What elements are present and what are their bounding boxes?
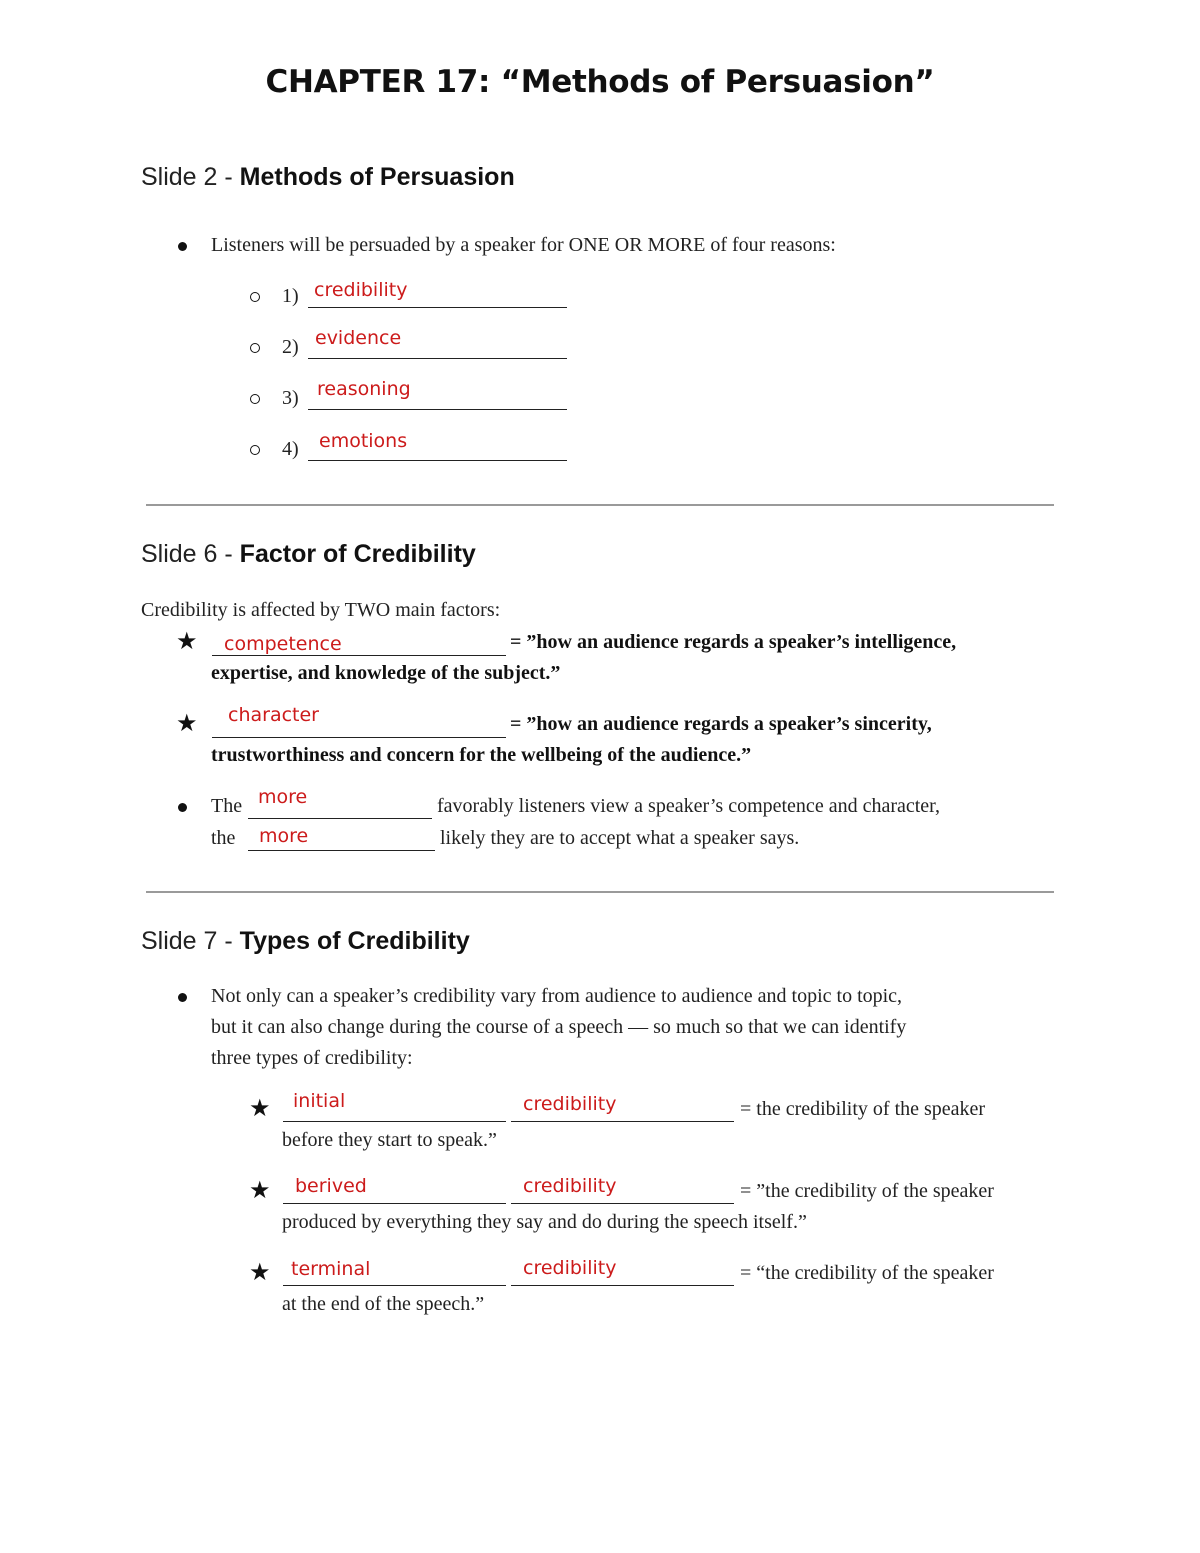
star-icon: ★ [176,629,198,655]
bullet-dot [178,242,187,251]
definition-text: = ”the credibility of the speaker [740,1180,994,1202]
answer-blank [283,1285,506,1286]
circle-bullet [250,292,260,302]
slide2-title: Methods of Persuasion [239,163,515,191]
answer-blank [308,409,567,410]
answer-text: credibility [523,1175,617,1197]
answer-text: initial [293,1090,346,1112]
slide7-heading [141,927,470,956]
answer-text: berived [295,1175,367,1197]
item-number: 4) [282,438,299,460]
item-number: 1) [282,285,299,307]
star-icon: ★ [176,711,198,737]
answer-blank [248,850,435,851]
slide2-bullet-text: Listeners will be persuaded by a speaker for ONE OR MORE of four reasons: [211,234,836,256]
item-number: 2) [282,336,299,358]
slide2-heading [141,163,515,192]
answer-text: credibility [523,1257,617,1279]
slide6-prefix: Slide 6 - [141,540,240,568]
slide7-bullet-line: three types of credibility: [211,1047,413,1069]
more-text: favorably listeners view a speaker’s competence and character, [437,795,941,817]
definition-text: = ”how an audience regards a speaker’s sincerity, [510,713,932,735]
answer-blank [511,1121,734,1122]
answer-blank [308,307,567,308]
definition-text: = “the credibility of the speaker [740,1262,994,1284]
answer-text: more [258,786,308,808]
star-icon: ★ [249,1178,271,1204]
circle-bullet [250,394,260,404]
definition-text: trustworthiness and concern for the wellbeing of the audience.” [211,744,752,766]
more-the: The [211,795,243,817]
slide6-intro: Credibility is affected by TWO main factors: [141,599,501,621]
definition-text: expertise, and knowledge of the subject.” [211,662,561,684]
slide2-prefix: Slide 2 - [141,163,240,191]
answer-text: credibility [523,1093,617,1115]
definition-text: produced by everything they say and do during the speech itself.” [282,1211,807,1233]
answer-blank [308,358,567,359]
definition-text: = the credibility of the speaker [740,1098,986,1120]
answer-blank [283,1121,506,1122]
more-the: the [211,827,236,849]
answer-blank [212,737,506,738]
slide6-title: Factor of Credibility [239,540,476,568]
answer-blank [511,1285,734,1286]
answer-text: competence [224,633,342,655]
star-icon: ★ [249,1096,271,1122]
page-title: CHAPTER 17: “Methods of Persuasion” [265,64,935,100]
answer-text: credibility [314,279,408,301]
answer-blank [212,655,506,656]
slide7-bullet-line: but it can also change during the course of a speech — so much so that we can identify [211,1016,907,1038]
bullet-dot [178,993,187,1002]
answer-text: evidence [315,327,402,349]
circle-bullet [250,445,260,455]
definition-text: = ”how an audience regards a speaker’s intelligence, [510,631,957,653]
answer-blank [248,818,432,819]
more-text: likely they are to accept what a speaker says. [440,827,800,849]
definition-text: at the end of the speech.” [282,1293,485,1315]
slide7-title: Types of Credibility [239,927,470,955]
star-icon: ★ [249,1260,271,1286]
circle-bullet [250,343,260,353]
answer-blank [283,1203,506,1204]
slide7-bullet-line: Not only can a speaker’s credibility vary from audience to audience and topic to topic, [211,985,903,1007]
answer-text: more [259,825,309,847]
answer-text: emotions [319,430,408,452]
item-number: 3) [282,387,299,409]
answer-text: terminal [291,1258,371,1280]
answer-blank [511,1203,734,1204]
definition-text: before they start to speak.” [282,1129,497,1151]
answer-blank [308,460,567,461]
answer-text: character [228,704,319,726]
slide7-prefix: Slide 7 - [141,927,240,955]
section-divider [146,891,1054,893]
answer-text: reasoning [317,378,411,400]
slide6-heading [141,540,476,569]
section-divider [146,504,1054,506]
bullet-dot [178,803,187,812]
